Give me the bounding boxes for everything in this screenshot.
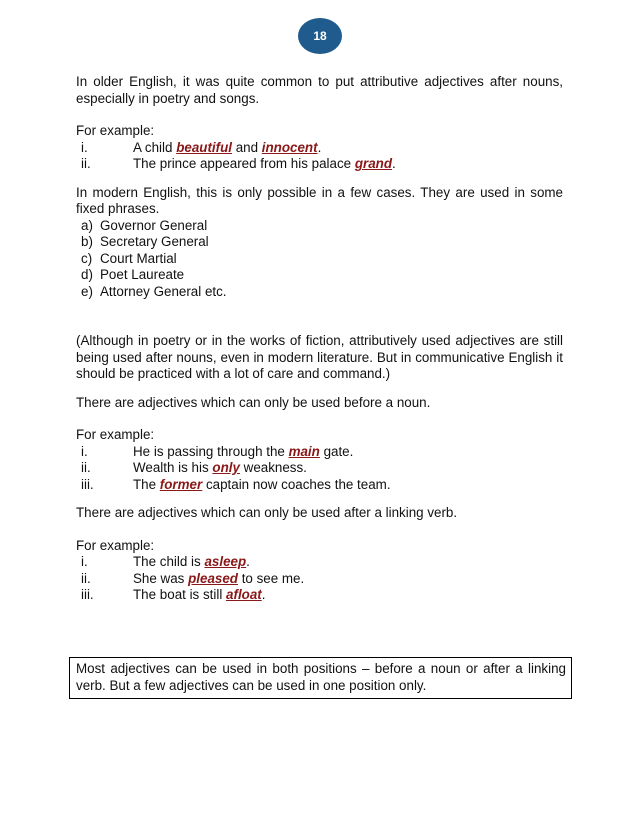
summary-box: Most adjectives can be used in both positions – before a noun or after a linking verb. But a few adjectives can be used in one position only.	[69, 657, 572, 699]
list-item: iii. The boat is still afloat.	[81, 587, 266, 602]
list-item: iii. The former captain now coaches the team.	[81, 476, 391, 492]
before-noun-paragraph: There are adjectives which can only be used before a noun.	[76, 394, 431, 410]
list-item: i. The child is asleep.	[81, 554, 250, 569]
list-item: i. A child beautiful and innocent.	[81, 139, 322, 155]
note-paragraph: (Although in poetry or in the works of fiction, attributively used adjectives are still being used after nouns, even in modern literature. But in communicative English it should be practiced with a lot of care and command.)	[76, 333, 563, 381]
emphasized-adjective: only	[212, 460, 240, 475]
example-label: For example:	[76, 427, 155, 442]
list-item: ii. The prince appeared from his palace grand.	[81, 156, 396, 171]
example-list	[76, 444, 563, 494]
list-item: c) Court Martial	[81, 250, 177, 266]
list-item: i. He is passing through the main gate.	[81, 443, 354, 459]
emphasized-adjective: former	[159, 476, 203, 492]
example-list	[76, 554, 563, 604]
page-number: 18	[298, 18, 342, 54]
emphasized-adjective: beautiful	[176, 139, 232, 155]
list-item: d) Poet Laureate	[81, 267, 185, 282]
emphasized-adjective: afloat	[226, 587, 262, 602]
emphasized-adjective: pleased	[188, 570, 238, 586]
intro-paragraph: In older English, it was quite common to put attributive adjectives after nouns, especially in poetry and songs.	[76, 74, 563, 106]
list-item: ii. She was pleased to see me.	[81, 570, 305, 586]
fixed-phrases-list	[76, 218, 563, 301]
example-label: For example:	[76, 537, 155, 553]
list-item: a) Governor General	[81, 217, 208, 233]
emphasized-adjective: innocent	[261, 139, 318, 155]
emphasized-adjective: asleep	[204, 554, 247, 569]
emphasized-adjective: main	[288, 443, 320, 459]
document-body	[76, 74, 563, 604]
example-label: For example:	[76, 123, 155, 138]
emphasized-adjective: grand	[354, 156, 393, 171]
modern-paragraph: In modern English, this is only possible in a few cases. They are used in some fixed phrases.	[76, 184, 563, 216]
list-item: e) Attorney General etc.	[81, 283, 227, 299]
example-list	[76, 140, 563, 173]
after-verb-paragraph: There are adjectives which can only be used after a linking verb.	[76, 505, 458, 520]
list-item: ii. Wealth is his only weakness.	[81, 460, 307, 475]
list-item: b) Secretary General	[81, 234, 209, 249]
